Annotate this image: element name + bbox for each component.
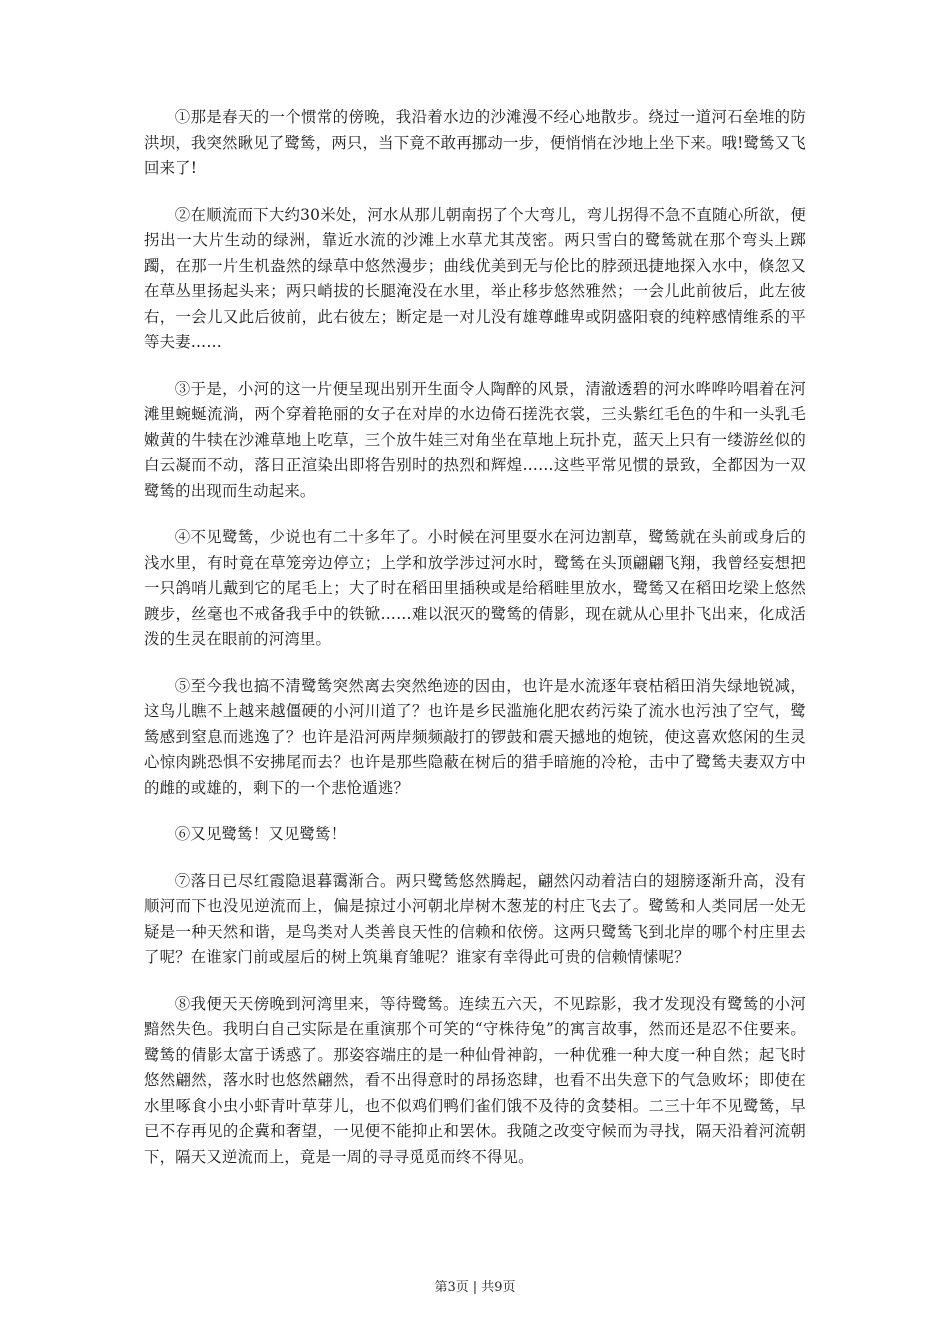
paragraph-5: ⑤至今我也搞不清鹭鸶突然离去突然绝迹的因由，也许是水流逐年衰枯稻田消失绿地锐减，这鸟儿瞧不上越来越僵硬的小河川道了？也许是乡民滥施化肥农药污染了流水也污浊了空气，鹭鸶感到窒息而逃逸了？也许是沿河两岸频频敲打的锣鼓和震天撼地的炮铳，使这喜欢悠闲的生灵心惊肉跳恐惧不安拂尾而去？也许是那些隐蔽在树后的猎手暗施的冷枪，击中了鹭鸶夫妻双方中的雌的或雄的，剩下的一个悲怆遁逃？ <box>144 676 806 797</box>
document-body <box>144 105 806 1191</box>
page-number: 第3页 <box>434 1280 469 1295</box>
paragraph-8: ⑧我便天天傍晚到河湾里来，等待鹭鸶。连续五六天，不见踪影，我才发现没有鹭鸶的小河黯然失色。我明白自己实际是在重演那个可笑的“守株待兔”的寓言故事，然而还是忍不住要来。鹭鸶的倩影太富于诱惑了。那姿容端庄的是一种仙骨神韵，一种优雅一种大度一种自然；起飞时悠然翩然，落水时也悠然翩然，看不出得意时的昂扬恣肆，也看不出失意下的气急败坏；即使在水里啄食小虫小虾青叶草芽儿，也不似鸡们鸭们雀们饿不及待的贪婪相。二三十年不见鹭鸶，早已不存再见的企冀和奢望，一见便不能抑止和罢休。我随之改变守候而为寻找，隔天沿着河流朝下，隔天又逆流而上，竟是一周的寻寻觅觅而终不得见。 <box>144 994 806 1166</box>
page-total: 共9页 <box>481 1280 516 1295</box>
paragraph-7: ⑦落日已尽红霞隐退暮霭渐合。两只鹭鸶悠然腾起，翩然闪动着洁白的翅膀逐渐升高，没有顺河而下也没见逆流而上，偏是掠过小河朝北岸树木葱茏的村庄飞去了。鹭鸶和人类同居一处无疑是一种天然和谐，是鸟类对人类善良天性的信赖和依傍。这两只鹭鸶飞到北岸的哪个村庄里去了呢？在谁家门前或屋后的树上筑巢育雏呢？谁家有幸得此可贵的信赖情愫呢？ <box>144 871 806 966</box>
footer-separator: | <box>472 1280 478 1295</box>
paragraph-2: ②在顺流而下大约30米处，河水从那儿朝南拐了个大弯儿，弯儿拐得不急不直随心所欲，便拐出一大片生动的绿洲，靠近水流的沙滩上水草尤其茂密。两只雪白的鹭鸶就在那个弯头上踯躅，在那一片生机盎然的绿草中悠然漫步；曲线优美到无与伦比的脖颈迅捷地探入水中，倏忽又在草丛里扬起头来；两只峭拔的长腿淹没在水里，举止移步悠然雅然；一会儿此前彼后，此左彼右，一会儿又此后彼前，此右彼左；断定是一对儿没有雄尊雌卑或阴盛阳衰的纯粹感情维系的平等夫妻…… <box>144 205 806 351</box>
paragraph-3: ③于是，小河的这一片便呈现出别开生面令人陶醉的风景，清澈透碧的河水哗哗吟唱着在河滩里蜿蜒流淌，两个穿着艳丽的女子在对岸的水边倚石搓洗衣裳，三头紫红毛色的牛和一头乳毛嫩黄的牛犊在沙滩草地上吃草，三个放牛娃三对角坐在草地上玩扑克，蓝天上只有一缕游丝似的白云凝而不动，落日正渲染出即将告别时的热烈和辉煌……这些平常见惯的景致，全都因为一双鹭鸶的出现而生动起来。 <box>144 379 806 500</box>
paragraph-6: ⑥又见鹭鸶！又见鹭鸶！ <box>174 825 347 843</box>
paragraph-4: ④不见鹭鸶，少说也有二十多年了。小时候在河里耍水在河边割草，鹭鸶就在头前或身后的浅水里，有时竟在草笼旁边停立；上学和放学涉过河水时，鹭鸶在头顶翩翩飞翔，我曾经妄想把一只鸽哨儿戴到它的尾毛上；大了时在稻田里插秧或是给稻畦里放水，鹭鸶又在稻田圪梁上悠然踱步，丝毫也不戒备我手中的铁锨……难以泯灭的鹭鸶的倩影，现在就从心里扑飞出来，化成活泼的生灵在眼前的河湾里。 <box>144 528 806 648</box>
paragraph-1: ①那是春天的一个惯常的傍晚，我沿着水边的沙滩漫不经心地散步。绕过一道河石垒堆的防洪坝，我突然瞅见了鹭鸶，两只，当下竟不敢再挪动一步，便悄悄在沙地上坐下来。哦!鹭鸶又飞回来了! <box>144 108 806 177</box>
page-footer <box>0 1276 950 1295</box>
